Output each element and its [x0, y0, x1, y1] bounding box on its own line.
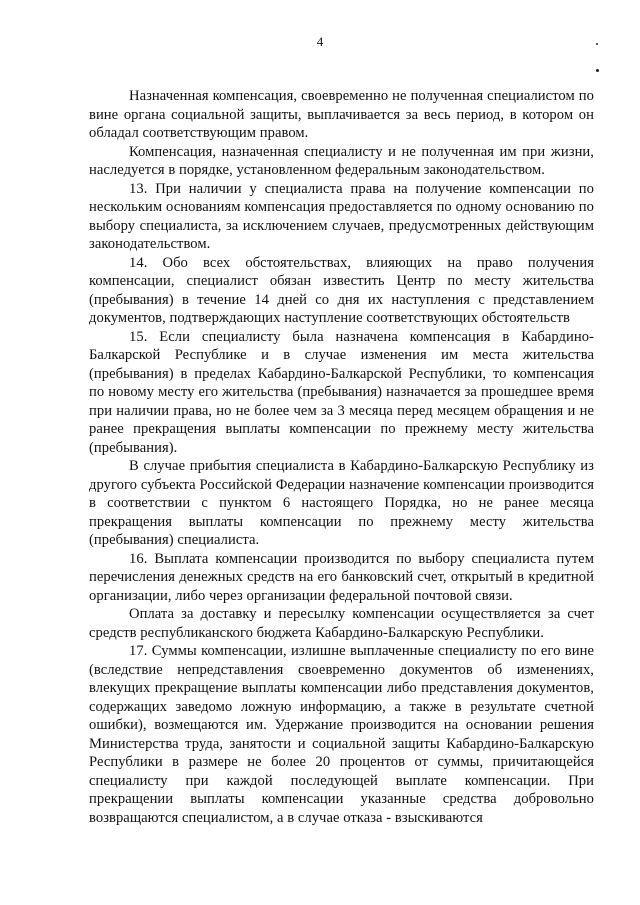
paragraph-14: 14. Обо всех обстоятельствах, влияющих на право получения компенсации, специалист обязан известить Центр по месту жительства (пребывания) в течение 14 дней со дня их наступления с представлением документов, подтверждающих наступление соответствующих обстоятельств	[89, 254, 594, 326]
paragraph-17: 17. Суммы компенсации, излишне выплаченные специалисту по его вине (вследствие непредставления своевременно документов об изменениях, влекущих прекращение выплаты компенсации либо представления документов, содержащих заведомо ложную информацию, а также в результате счетной ошибки), возмещаются им. Удержание производится на основании решения Министерства труда, занятости и социальной защиты Кабардино-Балкарскую Республики в размере не более 20 процентов от суммы, причитающейся специалисту при каждой последующей выплате компенсации. При прекращении выплаты компенсации указанные средства добровольно возвращаются специалистом, а в случае отказа - взыскиваются	[89, 643, 594, 826]
paragraph-delivery-payment: Оплата за доставку и пересылку компенсации осуществляется за счет средств республиканского бюджета Кабардино-Балкарскую Республики.	[89, 606, 594, 641]
page-number: 4	[316, 34, 324, 49]
document-body	[89, 87, 594, 827]
paragraph-13: 13. При наличии у специалиста права на получение компенсации по нескольким основаниям компенсация предоставляется по одному основанию по выбору специалиста, за исключением случаев, предусмотренных действующим законодательством.	[89, 180, 594, 252]
scan-speck-mark	[596, 69, 599, 72]
paragraph-unclaimed-compensation: Назначенная компенсация, своевременно не полученная специалистом по вине органа социальной защиты, выплачивается за весь период, в котором он обладал соответствующим правом.	[89, 88, 594, 141]
paragraph-arrival: В случае прибытия специалиста в Кабардино-Балкарскую Республику из другого субъекта Российской Федерации назначение компенсации производится в соответствии с пунктом 6 настоящего Порядка, но не ранее месяца прекращения выплаты компенсации по прежнему месту жительства (пребывания) специалиста.	[89, 458, 594, 548]
paragraph-15: 15. Если специалисту была назначена компенсация в Кабардино-Балкарской Республике и в случае изменения им места жительства (пребывания) в пределах Кабардино-Балкарской Республики, то компенсация по новому месту его жительства (пребывания) назначается за прошедшее время при наличии права, но не более чем за 3 месяца перед месяцем обращения и не ранее прекращения выплаты компенсации по прежнему месту жительства (пребывания).	[89, 328, 594, 456]
paragraph-inheritance: Компенсация, назначенная специалисту и не полученная им при жизни, наследуется в порядке, установленном федеральным законодательством.	[89, 143, 594, 178]
scan-speck-mark	[596, 43, 598, 45]
paragraph-16: 16. Выплата компенсации производится по выбору специалиста путем перечисления денежных средств на его банковский счет, открытый в кредитной организации, либо через организации федеральной почтовой связи.	[89, 550, 594, 604]
